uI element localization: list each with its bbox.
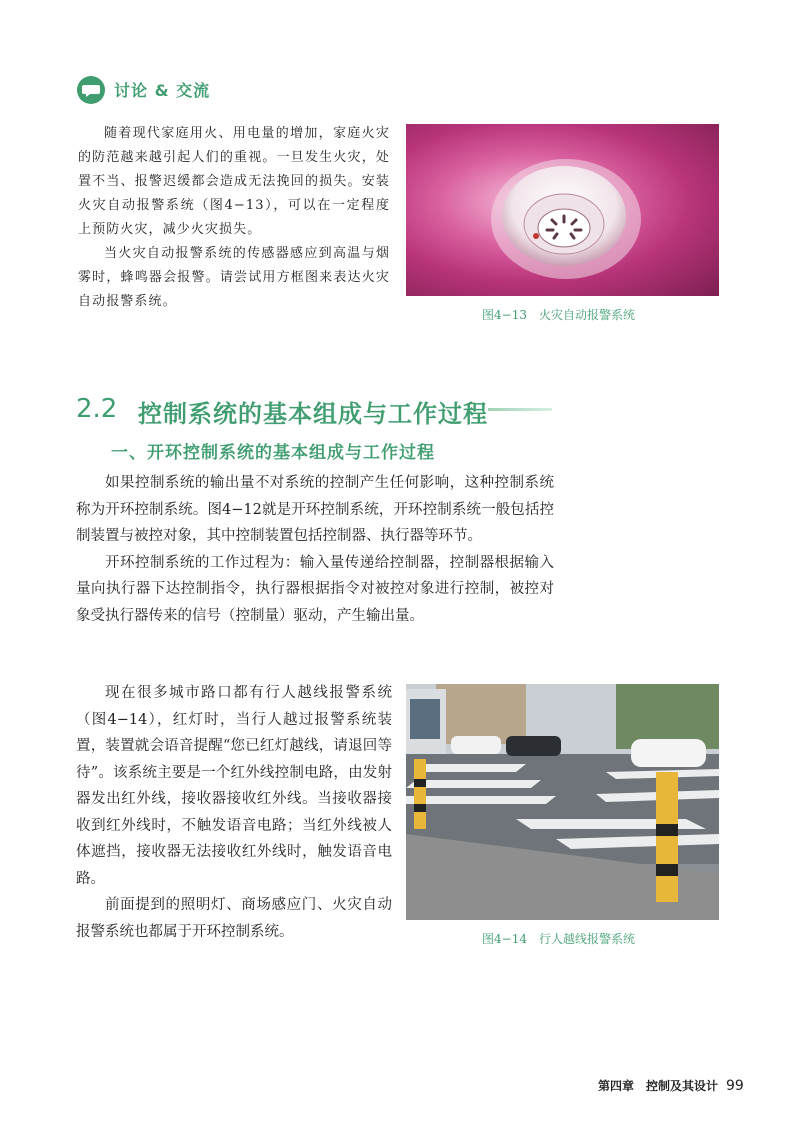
figure-caption-4-13: 图4−13 火灾自动报警系统 — [482, 308, 635, 322]
discussion-speech-bubble-icon — [76, 75, 106, 105]
body-text-with-figure — [76, 680, 392, 945]
chapter-label: 第四章 控制及其设计 — [598, 1079, 719, 1093]
section-title-decoration — [488, 408, 552, 411]
discussion-title: 讨论 & 交流 — [114, 81, 211, 100]
smoke-detector-illustration — [406, 124, 719, 296]
subsection-title: 一、开环控制系统的基本组成与工作过程 — [111, 443, 435, 463]
figure-caption-4-14: 图4−14 行人越线报警系统 — [482, 932, 635, 946]
page-footer — [598, 1077, 744, 1094]
discussion-text — [78, 122, 390, 314]
fire-alarm-photo — [406, 124, 719, 296]
discussion-paragraph: 当火灾自动报警系统的传感器感应到高温与烟雾时，蜂鸣器会报警。请尝试用方框图来表达火灾自动报警系统。 — [78, 246, 390, 309]
body-paragraph: 开环控制系统的工作过程为：输入量传递给控制器，控制器根据输入量向执行器下达控制指令，执行器根据指令对被控对象进行控制，被控对象受执行器传来的信号（控制量）驱动，产生输出量。 — [76, 554, 554, 624]
discussion-paragraph: 随着现代家庭用火、用电量的增加，家庭火灾的防范越来越引起人们的重视。一旦发生火灾，处置不当、报警迟缓都会造成无法挽回的损失。安装火灾自动报警系统（图4−13），可以在一定程度上预防火灾，减少火灾损失。 — [78, 126, 390, 237]
crosswalk-illustration — [406, 684, 719, 920]
crosswalk-alarm-photo — [406, 684, 719, 920]
page-number: 99 — [726, 1078, 744, 1094]
body-paragraph: 现在很多城市路口都有行人越线报警系统（图4−14），红灯时，当行人越过报警系统装置，装置就会语音提醒“您已红灯越线，请退回等待”。该系统主要是一个红外线控制电路，由发射器发出红外线，接收器接收红外线。当接收器接收到红外线时，不触发语音电路；当红外线被人体遮挡，接收器无法接收红外线时，触发语音电路。 — [76, 685, 392, 887]
section-number: 2.2 — [76, 394, 118, 424]
body-text — [76, 470, 554, 629]
section-title: 控制系统的基本组成与工作过程 — [138, 400, 488, 428]
body-paragraph: 前面提到的照明灯、商场感应门、火灾自动报警系统也都属于开环控制系统。 — [76, 897, 392, 940]
body-paragraph: 如果控制系统的输出量不对系统的控制产生任何影响，这种控制系统称为开环控制系统。图4−12就是开环控制系统，开环控制系统一般包括控制装置与被控对象，其中控制装置包括控制器、执行器等环节。 — [76, 475, 554, 544]
